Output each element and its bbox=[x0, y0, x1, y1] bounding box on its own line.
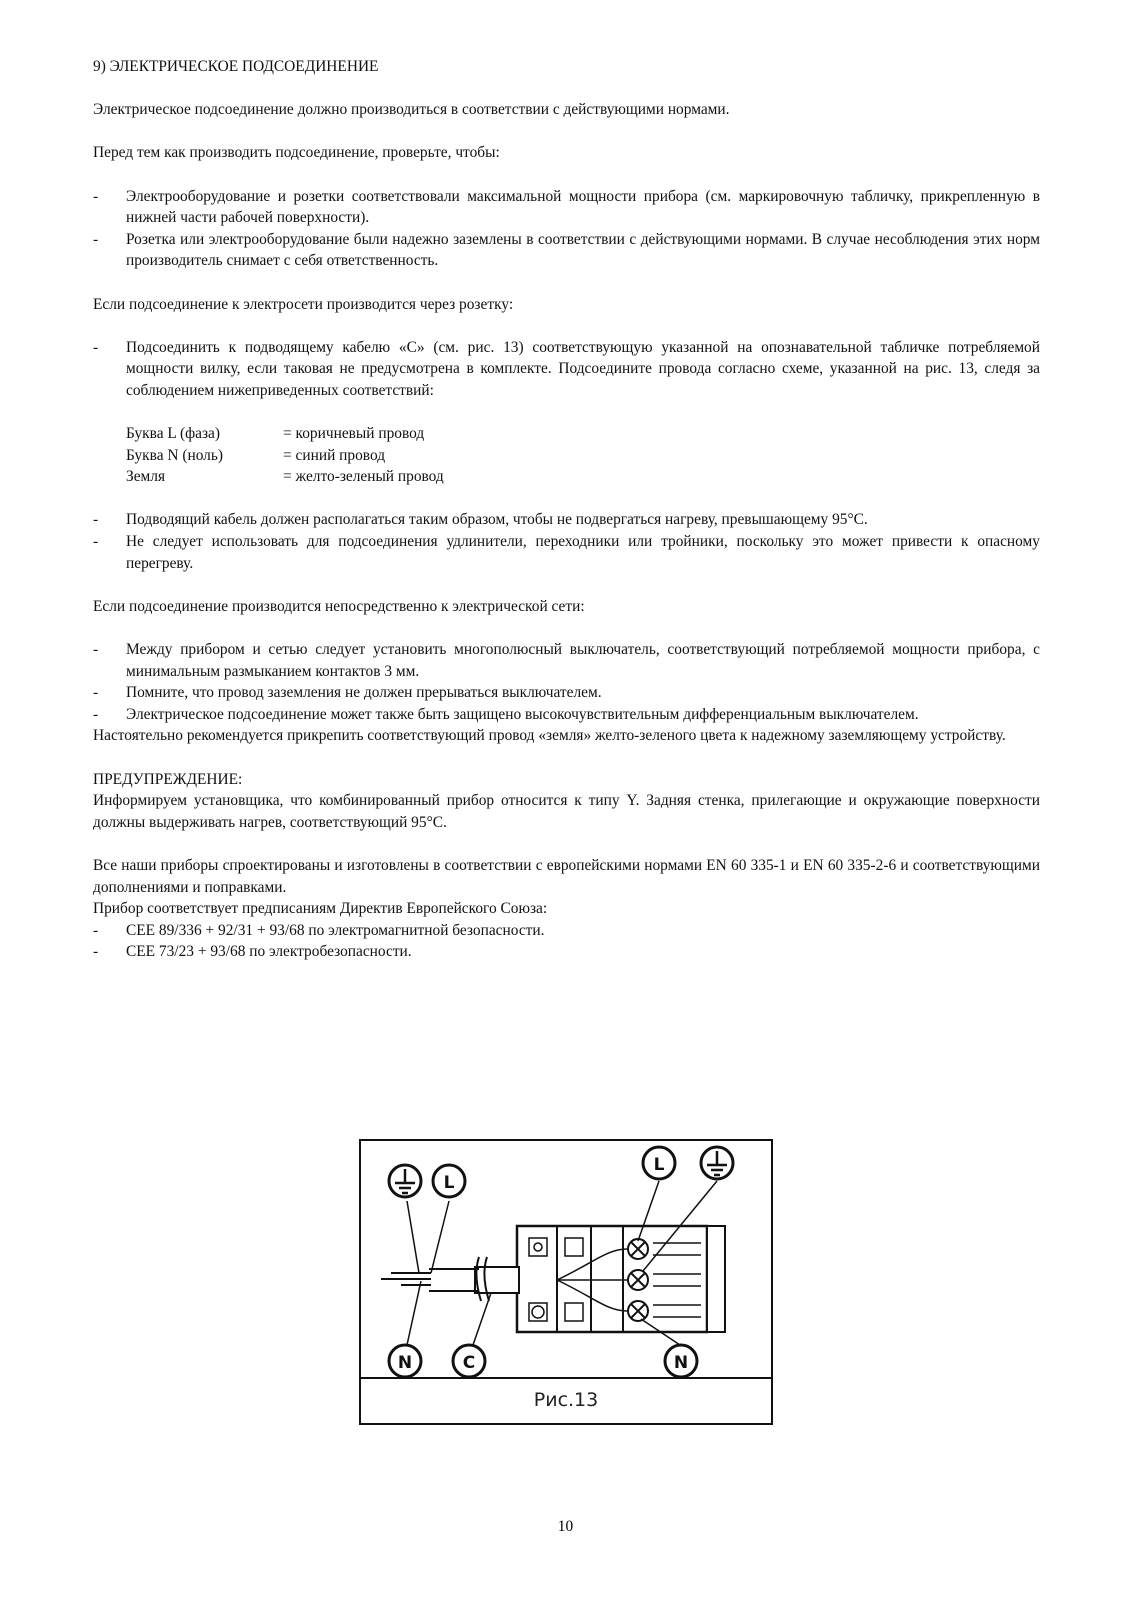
wire-label: Буква L (фаза) bbox=[126, 425, 221, 443]
label-l-right bbox=[643, 1147, 675, 1179]
wire-color-table bbox=[126, 423, 1040, 488]
label-c-text: C bbox=[462, 1353, 476, 1373]
document-page bbox=[93, 56, 1040, 963]
list-item bbox=[93, 639, 1040, 682]
bullet-dash: - bbox=[93, 641, 99, 659]
list-item bbox=[93, 509, 1040, 531]
bullet-dash: - bbox=[93, 533, 99, 551]
figure-caption: Рис.13 bbox=[361, 1377, 771, 1423]
list-item-text: Между прибором и сетью следует установить многополюсный выключатель, соответствующий потребляемой мощности прибора, с минимальным размыканием контактов 3 мм. bbox=[126, 641, 1040, 680]
list-item bbox=[93, 682, 1040, 704]
terminal-block-end bbox=[707, 1226, 725, 1332]
cable-sheath bbox=[429, 1269, 479, 1291]
wire-row bbox=[126, 445, 1040, 467]
list-item bbox=[93, 186, 1040, 229]
list-item bbox=[93, 337, 1040, 402]
wire-value: = желто-зеленый провод bbox=[283, 468, 444, 486]
bullet-dash: - bbox=[93, 230, 99, 248]
list-item-text: CEE 89/336 + 92/31 + 93/68 по электромагнитной безопасности. bbox=[126, 921, 545, 939]
terminal-block-body bbox=[517, 1226, 707, 1332]
ground-icon bbox=[701, 1147, 733, 1179]
bullet-dash: - bbox=[93, 705, 99, 723]
check-heading: Перед тем как производить подсоединение, проверьте, чтобы: bbox=[93, 144, 500, 162]
page-number: 10 bbox=[557, 1518, 574, 1535]
list-item bbox=[93, 920, 1040, 942]
wire-row bbox=[126, 466, 1040, 488]
list-item-text: Подсоединить к подводящему кабелю «C» (см. рис. 13) соответствующую указанной на опознавательной табличке потребляемой мощности вилку, если таковая не предусмотрена в комплекте. Подсоедините провода согласно схеме, указанной на рис. 13, следя за соблюдением нижеприведенных соответствий: bbox=[126, 338, 1040, 399]
list-item bbox=[93, 531, 1040, 574]
list-item-text: Розетка или электрооборудование были надежно заземлены в соответствии с действующими нормами. В случае несоблюдения этих норм производитель снимает с себя ответственность. bbox=[126, 230, 1040, 270]
warning-text: Информируем установщика, что комбинированный прибор относится к типу Y. Задняя стенка, прилегающие и окружающие поверхности должны выдерживать нагрев, соответствующий 95°C. bbox=[93, 792, 1040, 831]
direct-note: Настоятельно рекомендуется прикрепить соответствующий провод «земля» желто-зеленого цвета к надежному заземляющему устройству. bbox=[93, 727, 1006, 745]
list-item-text: Не следует использовать для подсоединения удлинители, переходники или тройники, поскольку это может привести к опасному перегреву. bbox=[126, 533, 1040, 572]
terminal-screws bbox=[628, 1239, 648, 1321]
list-item-text: Подводящий кабель должен располагаться таким образом, чтобы не подвергаться нагреву, превышающему 95°C. bbox=[126, 511, 868, 529]
label-l-text: L bbox=[443, 1173, 455, 1193]
label-n-left bbox=[389, 1345, 421, 1377]
label-c bbox=[453, 1345, 485, 1377]
bullet-dash: - bbox=[93, 684, 99, 702]
cable-wires bbox=[381, 1273, 431, 1285]
terminal-block-diagram bbox=[361, 1141, 771, 1379]
wire-value: = синий провод bbox=[283, 446, 386, 464]
wire-row bbox=[126, 423, 1040, 445]
wire-label: Буква N (ноль) bbox=[126, 446, 224, 464]
direct-heading: Если подсоединение производится непосредственно к электрической сети: bbox=[93, 597, 585, 615]
list-item-text: Электрооборудование и розетки соответствовали максимальной мощности прибора (см. маркировочную табличку, прикрепленную в нижней части рабочей поверхности). bbox=[126, 187, 1040, 227]
socket-heading: Если подсоединение к электросети производится через розетку: bbox=[93, 295, 514, 313]
list-item-text: Электрическое подсоединение может также быть защищено высокочувствительным дифференциальным выключателем. bbox=[126, 705, 919, 723]
ground-icon bbox=[389, 1165, 421, 1197]
label-l-left bbox=[433, 1165, 465, 1197]
compliance-text: Все наши приборы спроектированы и изготовлены в соответствии с европейскими нормами EN 60 335-1 и EN 60 335-2-6 и соответствующими дополнениями и поправками. bbox=[93, 856, 1040, 896]
intro-paragraph: Электрическое подсоединение должно производиться в соответствии с действующими нормами. bbox=[93, 101, 730, 119]
bullet-dash: - bbox=[93, 511, 99, 529]
warning-title: ПРЕДУПРЕЖДЕНИЕ: bbox=[93, 770, 243, 788]
label-n-text: N bbox=[673, 1353, 689, 1373]
bullet-dash: - bbox=[93, 187, 99, 205]
list-item-text: CEE 73/23 + 93/68 по электробезопасности. bbox=[126, 943, 412, 961]
label-l-text: L bbox=[653, 1155, 665, 1175]
label-n-text: N bbox=[397, 1353, 413, 1373]
wiring-figure bbox=[359, 1139, 773, 1425]
list-item-text: Помните, что провод заземления не должен прерываться выключателем. bbox=[126, 684, 602, 702]
label-n-right bbox=[665, 1345, 697, 1377]
wire-value: = коричневый провод bbox=[283, 425, 425, 443]
bullet-dash: - bbox=[93, 921, 99, 939]
list-item bbox=[93, 941, 1040, 963]
section-title: 9) ЭЛЕКТРИЧЕСКОЕ ПОДСОЕДИНЕНИЕ bbox=[93, 58, 379, 75]
cable-sleeve bbox=[475, 1267, 519, 1293]
list-item bbox=[93, 229, 1040, 272]
list-item bbox=[93, 704, 1040, 726]
bullet-dash: - bbox=[93, 943, 99, 961]
bullet-dash: - bbox=[93, 338, 99, 356]
wire-label: Земля bbox=[126, 468, 166, 486]
directive-heading: Прибор соответствует предписаниям Директив Европейского Союза: bbox=[93, 900, 548, 918]
